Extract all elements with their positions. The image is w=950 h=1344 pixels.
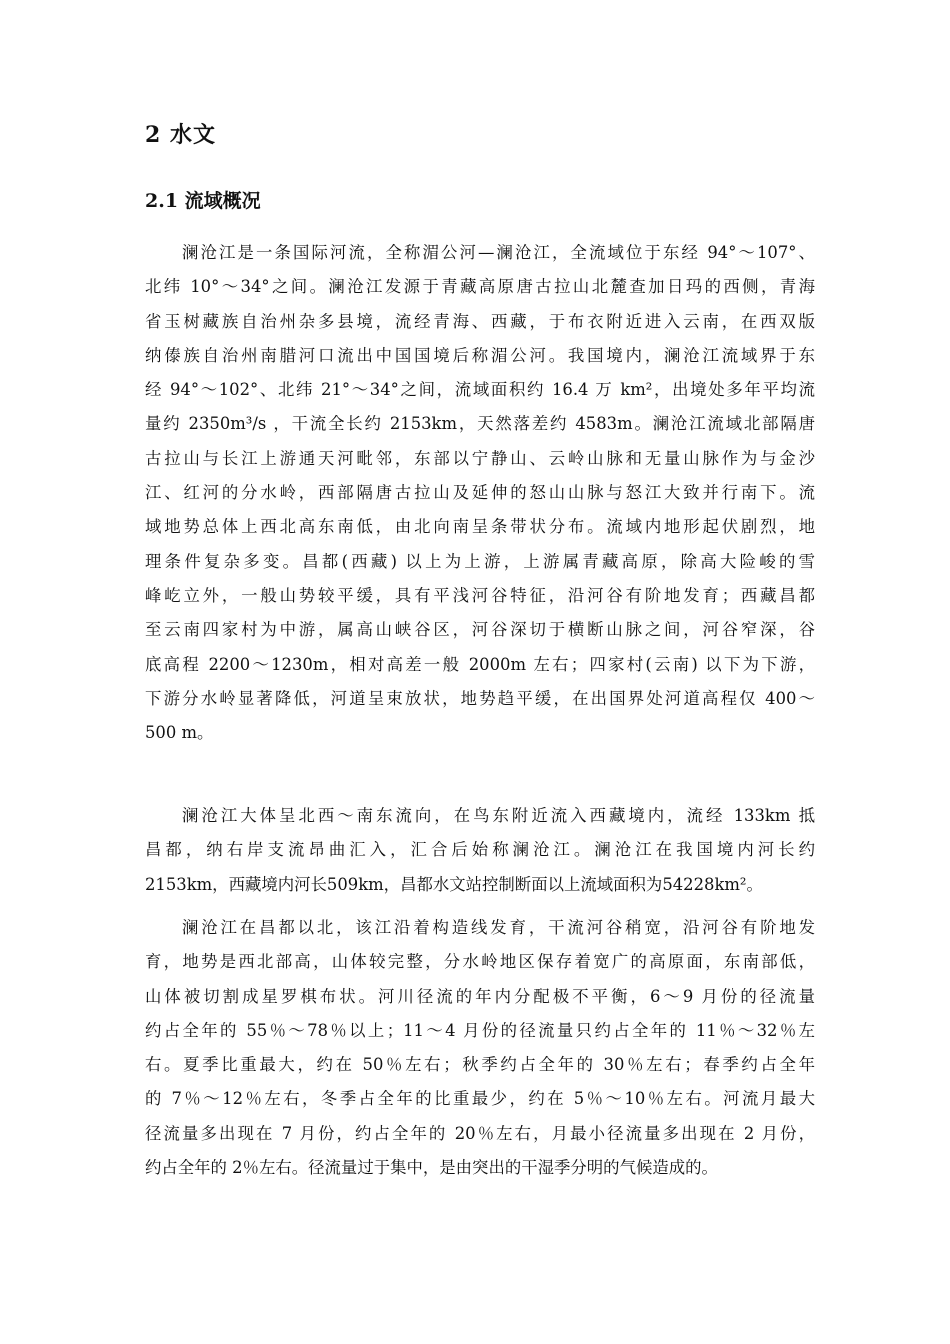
text-line: 澜沧江是一条国际河流，全称湄公河—澜沧江，全流域位于东经 94°～107°、 — [182, 243, 815, 262]
chapter-heading: 2 水文 — [145, 122, 216, 148]
text-line: 澜沧江大体呈北西～南东流向，在鸟东附近流入西藏境内，流经 133km 抵 — [182, 806, 815, 825]
text-line: 约占全年的 55％～78％以上；11～4 月份的径流量只约占全年的 11％～32％左 — [145, 1020, 815, 1040]
paragraph-runoff-distribution — [145, 911, 815, 1185]
text-line: 古拉山与长江上游通天河毗邻，东部以宁静山、云岭山脉和无量山脉作为与金沙 — [145, 448, 815, 468]
text-line: 北纬 10°～34°之间。澜沧江发源于青藏高原唐古拉山北麓查加日玛的西侧，青海 — [145, 277, 815, 297]
text-line: 500 m。 — [145, 723, 214, 743]
text-line: 育，地势是西北部高，山体较完整，分水岭地区保存着宽广的高原面，东南部低， — [145, 952, 815, 972]
text-line: 量约 2350m³/s ，干流全长约 2153km，天然落差约 4583m。澜沧江流域北部隔唐 — [145, 414, 815, 434]
text-line: 径流量多出现在 7 月份，约占全年的 20％左右，月最小径流量多出现在 2 月份， — [145, 1123, 815, 1143]
text-line: 山体被切割成星罗棋布状。河川径流的年内分配极不平衡，6～9 月份的径流量 — [145, 986, 815, 1006]
text-line: 2153km，西藏境内河长509km，昌都水文站控制断面以上流域面积为54228km²。 — [145, 874, 763, 894]
text-line: 纳傣族自治州南腊河口流出中国国境后称湄公河。我国境内，澜沧江流域界于东 — [145, 345, 815, 365]
text-line: 经 94°～102°、北纬 21°～34°之间，流域面积约 16.4 万 km²，出境处多年平均流 — [145, 380, 815, 400]
text-line: 至云南四家村为中游，属高山峡谷区，河谷深切于横断山脉之间，河谷窄深，谷 — [145, 620, 815, 640]
text-line: 江、红河的分水岭，西部隔唐古拉山及延伸的怒山山脉与怒江大致并行南下。流 — [145, 483, 815, 503]
text-line: 域地势总体上西北高东南低，由北向南呈条带状分布。流域内地形起伏剧烈，地 — [145, 517, 815, 537]
text-line: 省玉树藏族自治州杂多县境，流经青海、西藏，于布衣附近进入云南，在西双版 — [145, 311, 815, 331]
text-line: 峰屹立外，一般山势较平缓，具有平浅河谷特征，沿河谷有阶地发育；西藏昌都 — [145, 585, 815, 605]
text-line: 的 7％～12％左右，冬季占全年的比重最少，约在 5％～10％左右。河流月最大 — [145, 1089, 815, 1109]
text-line: 澜沧江在昌都以北，该江沿着构造线发育，干流河谷稍宽，沿河谷有阶地发 — [182, 918, 815, 937]
text-line: 昌都，纳右岸支流昂曲汇入，汇合后始称澜沧江。澜沧江在我国境内河长约 — [145, 840, 815, 860]
text-line: 右。夏季比重最大，约在 50％左右；秋季约占全年的 30％左右；春季约占全年 — [145, 1055, 815, 1075]
text-line: 理条件复杂多变。昌都(西藏) 以上为上游，上游属青藏高原，除高大险峻的雪 — [145, 551, 815, 571]
text-line: 约占全年的 2％左右。径流量过于集中，是由突出的干湿季分明的气候造成的。 — [145, 1158, 718, 1178]
text-line: 下游分水岭显著降低，河道呈束放状，地势趋平缓，在出国界处河道高程仅 400～ — [145, 688, 815, 708]
section-heading: 2.1 流域概况 — [145, 190, 261, 212]
paragraph-flow-direction — [145, 799, 815, 902]
text-line: 底高程 2200～1230m，相对高差一般 2000m 左右；四家村(云南) 以下为下游， — [145, 654, 815, 674]
paragraph-basin-overview — [145, 236, 815, 750]
